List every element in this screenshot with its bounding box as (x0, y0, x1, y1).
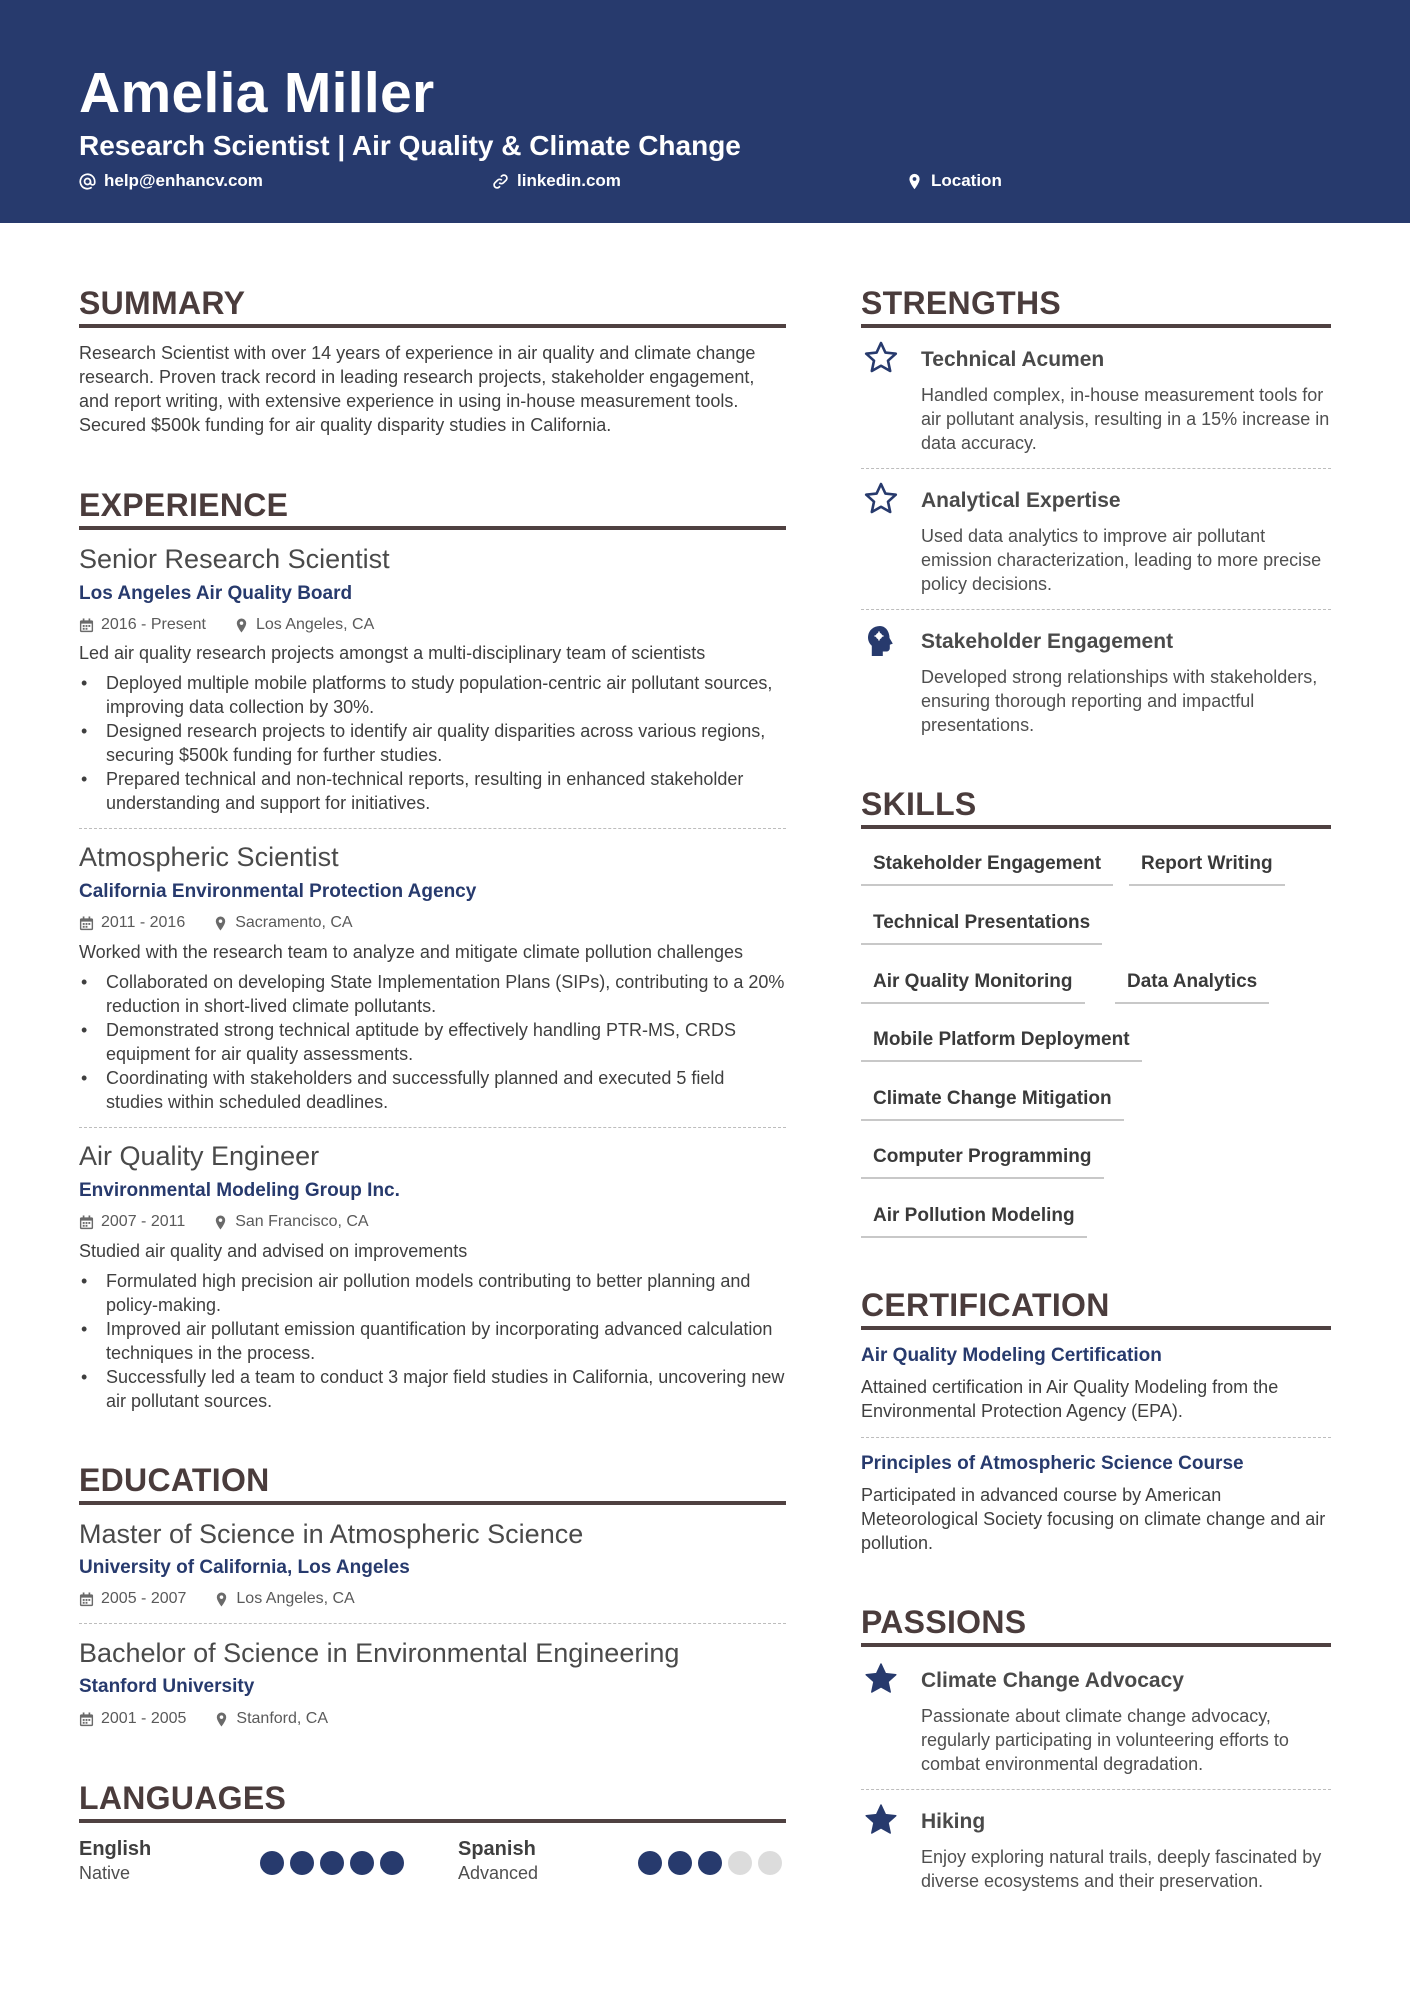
location-text: Location (931, 171, 1002, 190)
language-level: Native (79, 1863, 131, 1883)
strength-title: Analytical Expertise (921, 489, 1121, 512)
language-name: Spanish (458, 1838, 536, 1860)
strength-desc: Handled complex, in-house measurement tools for air pollutant analysis, resulting in a 15% increase in data accuracy. (921, 385, 1330, 453)
job-dates: 2007 - 2011 (101, 1213, 186, 1230)
job-location: Sacramento, CA (235, 914, 353, 931)
job-summary: Worked with the research team to analyze and mitigate climate pollution challenges (79, 942, 744, 962)
cert-title: Air Quality Modeling Certification (861, 1345, 1162, 1366)
job-bullets (79, 671, 786, 815)
job-title: Senior Research Scientist (79, 544, 390, 574)
degree-title: Master of Science in Atmospheric Science (79, 1519, 584, 1549)
job-bullet: • Collaborated on developing State Implementation Plans (SIPs), contributing to a 20% reduction in short-lived climate pollutants. (79, 970, 786, 1018)
linkedin-contact[interactable] (492, 171, 621, 191)
job-bullets (79, 1269, 786, 1413)
education-dates: 2005 - 2007 (101, 1590, 187, 1607)
skill-tag: Air Pollution Modeling (861, 1205, 1087, 1238)
star-filled-icon (863, 1802, 899, 1838)
header-banner (0, 0, 1410, 223)
degree-title: Bachelor of Science in Environmental Engineering (79, 1638, 680, 1668)
language-rating (260, 1851, 404, 1875)
skill-tag: Data Analytics (1115, 971, 1269, 1004)
head-icon (863, 623, 899, 659)
star-outline-icon (863, 340, 899, 376)
location-pin-icon (214, 1592, 229, 1607)
job-bullet: • Improved air pollutant emission quantification by incorporating advanced calculation techniques in the process. (79, 1317, 786, 1365)
location-contact (906, 171, 1002, 191)
divider (79, 828, 786, 829)
languages-heading: LANGUAGES (79, 1780, 786, 1823)
skill-tag: Technical Presentations (861, 912, 1102, 945)
candidate-title: Research Scientist | Air Quality & Climate Change (79, 130, 741, 161)
education-heading: EDUCATION (79, 1462, 786, 1505)
job-dates: 2016 - Present (101, 616, 206, 633)
divider (861, 1789, 1331, 1790)
school-name: University of California, Los Angeles (79, 1557, 410, 1578)
language-name: English (79, 1838, 152, 1860)
job-meta (79, 616, 374, 634)
job-location: Los Angeles, CA (255, 616, 375, 633)
calendar-icon (79, 1215, 94, 1230)
location-pin-icon (214, 1712, 229, 1727)
passion-desc: Enjoy exploring natural trails, deeply fascinated by diverse ecosystems and their preservation. (921, 1847, 1322, 1891)
job-bullet: • Designed research projects to identify air quality disparities across various regions, securing $500k funding for further studies. (79, 719, 786, 767)
location-pin-icon (213, 916, 228, 931)
skill-tag: Computer Programming (861, 1146, 1104, 1179)
school-name: Stanford University (79, 1676, 255, 1697)
divider (79, 1623, 786, 1624)
job-dates: 2011 - 2016 (101, 914, 186, 931)
education-meta (79, 1710, 328, 1728)
candidate-name: Amelia Miller (79, 61, 435, 125)
cert-desc: Attained certification in Air Quality Modeling from the Environmental Protection Agency (EPA). (861, 1377, 1279, 1421)
job-bullet: • Formulated high precision air pollution models contributing to better planning and policy-making. (79, 1269, 786, 1317)
experience-heading: EXPERIENCE (79, 487, 786, 530)
location-pin-icon (234, 618, 249, 633)
job-summary: Studied air quality and advised on improvements (79, 1241, 468, 1261)
rating-dot-filled (638, 1851, 662, 1875)
job-bullet: • Prepared technical and non-technical reports, resulting in enhanced stakeholder understanding and support for initiatives. (79, 767, 786, 815)
skill-tag: Mobile Platform Deployment (861, 1029, 1142, 1062)
linkedin-text: linkedin.com (517, 171, 621, 190)
calendar-icon (79, 618, 94, 633)
cert-desc: Participated in advanced course by American Meteorological Society focusing on climate change and air pollution. (861, 1485, 1326, 1553)
skill-tag: Air Quality Monitoring (861, 971, 1085, 1004)
job-bullet: • Successfully led a team to conduct 3 major field studies in California, uncovering new air pollutant sources. (79, 1365, 786, 1413)
rating-dot-filled (668, 1851, 692, 1875)
summary-heading: SUMMARY (79, 285, 786, 328)
location-pin-icon (213, 1215, 228, 1230)
strength-title: Technical Acumen (921, 348, 1105, 371)
passion-title: Hiking (921, 1810, 986, 1833)
job-title: Atmospheric Scientist (79, 842, 339, 872)
job-bullet: • Coordinating with stakeholders and successfully planned and executed 5 field studies within scheduled deadlines. (79, 1066, 786, 1114)
divider (861, 1437, 1331, 1438)
link-icon (492, 173, 509, 190)
strength-desc: Developed strong relationships with stakeholders, ensuring thorough reporting and impactful presentations. (921, 667, 1318, 735)
rating-dot-empty (758, 1851, 782, 1875)
email-text: help@enhancv.com (104, 171, 263, 190)
skill-tag: Climate Change Mitigation (861, 1088, 1124, 1121)
star-filled-icon (863, 1661, 899, 1697)
skill-tag: Stakeholder Engagement (861, 853, 1113, 886)
skills-heading: SKILLS (861, 786, 1331, 829)
passions-heading: PASSIONS (861, 1604, 1331, 1647)
calendar-icon (79, 1592, 94, 1607)
job-bullet: • Deployed multiple mobile platforms to study population-centric air pollutant sources, improving data collection by 30%. (79, 671, 786, 719)
skill-tag: Report Writing (1129, 853, 1285, 886)
education-meta (79, 1590, 355, 1608)
rating-dot-filled (698, 1851, 722, 1875)
job-company: Environmental Modeling Group Inc. (79, 1180, 400, 1201)
at-icon (79, 173, 96, 190)
strength-title: Stakeholder Engagement (921, 630, 1174, 653)
job-meta (79, 1213, 369, 1231)
passion-desc: Passionate about climate change advocacy, regularly participating in volunteering efforts to combat environmental degradation. (921, 1706, 1289, 1774)
job-title: Air Quality Engineer (79, 1141, 320, 1171)
rating-dot-filled (290, 1851, 314, 1875)
rating-dot-filled (260, 1851, 284, 1875)
job-company: California Environmental Protection Agency (79, 881, 477, 902)
education-dates: 2001 - 2005 (101, 1710, 187, 1727)
education-location: Stanford, CA (236, 1710, 329, 1727)
location-pin-icon (906, 173, 923, 190)
star-outline-icon (863, 481, 899, 517)
job-location: San Francisco, CA (235, 1213, 369, 1230)
strength-desc: Used data analytics to improve air pollutant emission characterization, leading to more precise policy decisions. (921, 526, 1322, 594)
job-meta (79, 914, 353, 932)
certification-heading: CERTIFICATION (861, 1287, 1331, 1330)
job-bullets (79, 970, 786, 1114)
rating-dot-filled (320, 1851, 344, 1875)
calendar-icon (79, 1712, 94, 1727)
email-contact[interactable] (79, 171, 263, 191)
cert-title: Principles of Atmospheric Science Course (861, 1453, 1244, 1474)
education-location: Los Angeles, CA (236, 1590, 355, 1607)
job-summary: Led air quality research projects amongst a multi-disciplinary team of scientists (79, 643, 706, 663)
calendar-icon (79, 916, 94, 931)
job-company: Los Angeles Air Quality Board (79, 583, 353, 604)
divider (861, 468, 1331, 469)
divider (79, 1127, 786, 1128)
job-bullet: • Demonstrated strong technical aptitude by effectively handling PTR-MS, CRDS equipment for air quality assessments. (79, 1018, 786, 1066)
language-level: Advanced (458, 1863, 539, 1883)
divider (861, 609, 1331, 610)
language-rating (638, 1851, 782, 1875)
strengths-heading: STRENGTHS (861, 285, 1331, 328)
rating-dot-empty (728, 1851, 752, 1875)
summary-text: Research Scientist with over 14 years of experience in air quality and climate change research. Proven track record in leading research projects, stakeholder engagement, and report writing, with extensive experience in using in-house measurement tools. Secured $500k funding for air quality disparity studies in California. (79, 343, 756, 435)
rating-dot-filled (380, 1851, 404, 1875)
rating-dot-filled (350, 1851, 374, 1875)
passion-title: Climate Change Advocacy (921, 1669, 1184, 1692)
